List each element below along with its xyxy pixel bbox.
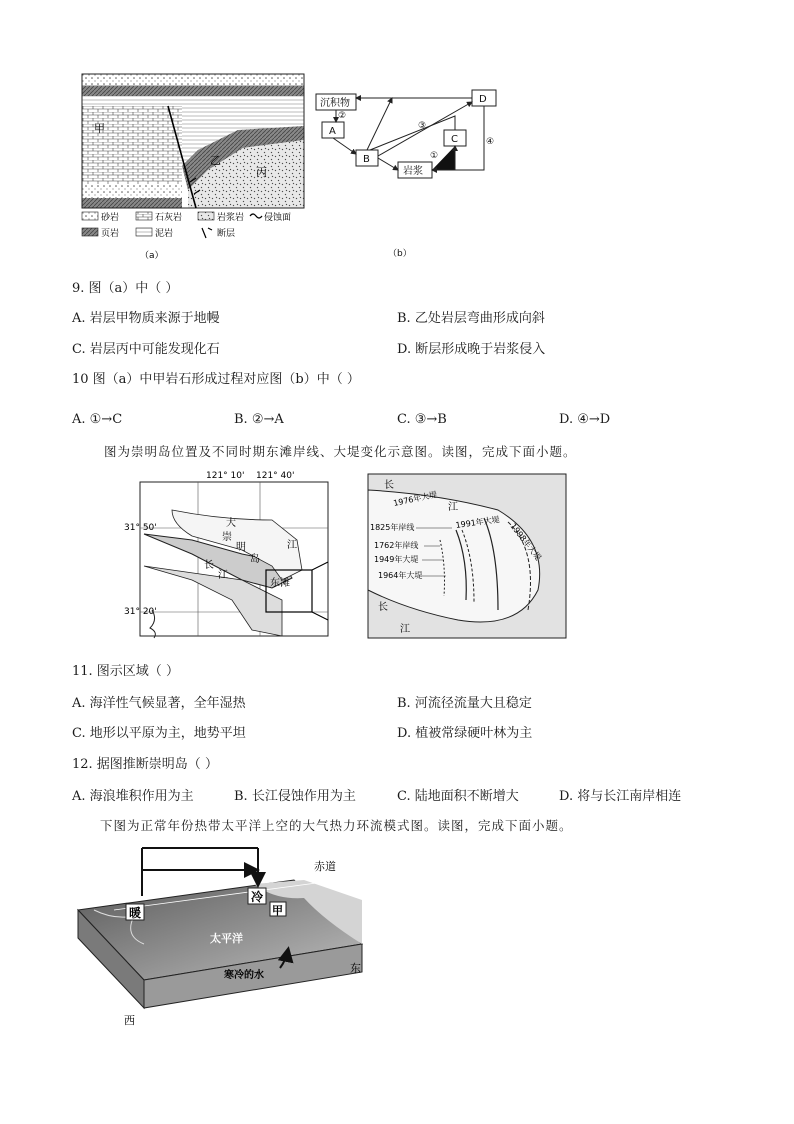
figure-b [312,86,512,261]
box-a: A [329,126,336,137]
lat-31-50: 31° 50' [124,523,157,533]
label-west: 西 [124,1014,135,1027]
q9-stem: 9. 图（a）中（ ） [72,281,179,296]
q9-option-a[interactable]: A. 岩层甲物质来源于地幔 [72,311,220,326]
legend-erosion: 侵蚀面 [264,213,292,223]
lon-121-10: 121° 10' [206,471,245,481]
label-cold-water: 寒冷的水 [224,970,264,981]
box-magma: 岩浆 [403,166,423,177]
box-sediment: 沉积物 [320,98,350,109]
label-chang-bottom: 长 [378,602,388,613]
legend-mudstone: 泥岩 [155,229,174,239]
label-chong: 崇 [222,532,232,543]
label-jiang-top: 江 [448,502,458,513]
num-2: ② [338,111,347,121]
q10-stem: 10 图（a）中甲岩石形成过程对应图（b）中（ ） [72,372,360,387]
label-chang-top: 长 [384,480,394,491]
q9-option-c[interactable]: C. 岩层丙中可能发现化石 [72,342,220,357]
label-cold: 冷 [251,890,264,904]
figure-a-caption: （a） [140,251,164,261]
q11-option-a[interactable]: A. 海洋性气候显著，全年湿热 [72,696,246,711]
legend-magma-rock: 岩浆岩 [217,213,245,223]
q11-option-c[interactable]: C. 地形以平原为主，地势平坦 [72,726,246,741]
label-bing: 丙 [256,166,267,179]
intro-walker: 下图为正常年份热带太平洋上空的大气热力环流模式图。读图，完成下面小题。 [100,818,573,833]
label-jia: 甲 [94,122,105,135]
label-1825-shore: 1825年岸线 [370,523,415,532]
label-equator: 赤道 [314,860,336,873]
lat-31-20: 31° 20' [124,607,157,617]
q12-option-a[interactable]: A. 海浪堆积作用为主 [72,789,194,804]
intro-chongming: 图为崇明岛位置及不同时期东滩岸线、大堤变化示意图。读图，完成下面小题。 [104,444,577,459]
q11-stem: 11. 图示区域（ ） [72,664,179,679]
q9-option-b[interactable]: B. 乙处岩层弯曲形成向斜 [397,311,545,326]
legend-shale: 页岩 [101,229,120,239]
label-jiang-bottom: 江 [400,624,410,635]
label-warm: 暖 [129,906,142,920]
legend-limestone: 石灰岩 [155,213,183,223]
label-1762-shore: 1762年岸线 [374,541,419,550]
num-3: ③ [418,121,427,131]
label-dongtan: 东滩 [270,578,290,589]
legend-fault: 断层 [217,229,236,239]
label-1991-dike: 1991年大堤 [455,514,501,530]
dongtan-map [348,470,570,642]
num-4: ④ [486,137,495,147]
label-1949-dike: 1949年大堤 [374,555,419,564]
q10-option-a[interactable]: A. ①→C [72,412,123,427]
figure-b-caption: （b） [388,249,412,259]
legend-sandstone: 砂岩 [101,213,120,223]
q10-option-c[interactable]: C. ③→B [397,412,447,427]
q9-option-d[interactable]: D. 断层形成晚于岩浆侵入 [397,342,546,357]
label-jiang: 江 [218,570,228,581]
q12-option-b[interactable]: B. 长江侵蚀作用为主 [234,789,356,804]
label-ming: 明 [236,542,246,553]
q12-option-d[interactable]: D. 将与长江南岸相连 [559,789,682,804]
figure-a [78,70,308,265]
label-da: 大 [226,518,236,529]
q12-stem: 12. 据图推断崇明岛（ ） [72,757,218,772]
label-chang: 长 [204,560,214,571]
q11-option-d[interactable]: D. 植被常绿硬叶林为主 [397,726,533,741]
label-yi: 乙 [210,154,221,167]
box-b: B [363,154,370,165]
q12-option-c[interactable]: C. 陆地面积不断增大 [397,789,519,804]
label-pacific: 太平洋 [210,932,243,945]
box-d: D [479,94,487,105]
label-1976-dike: 1976年大堤 [392,489,438,508]
num-1: ① [430,151,439,161]
lon-121-40: 121° 40' [256,471,295,481]
label-jiang-north: 江 [287,540,297,551]
chongming-map [124,470,332,640]
label-dao: 岛 [250,554,260,565]
label-1998-dike: 1998年大堤 [508,521,543,563]
q11-option-b[interactable]: B. 河流径流量大且稳定 [397,696,532,711]
label-east: 东 [350,962,361,975]
label-1964-dike: 1964年大堤 [378,571,423,580]
q10-option-d[interactable]: D. ④→D [559,412,611,427]
walker-circulation-figure [74,840,374,1030]
box-c: C [451,134,458,145]
label-jia: 甲 [272,904,283,917]
q10-option-b[interactable]: B. ②→A [234,412,284,427]
